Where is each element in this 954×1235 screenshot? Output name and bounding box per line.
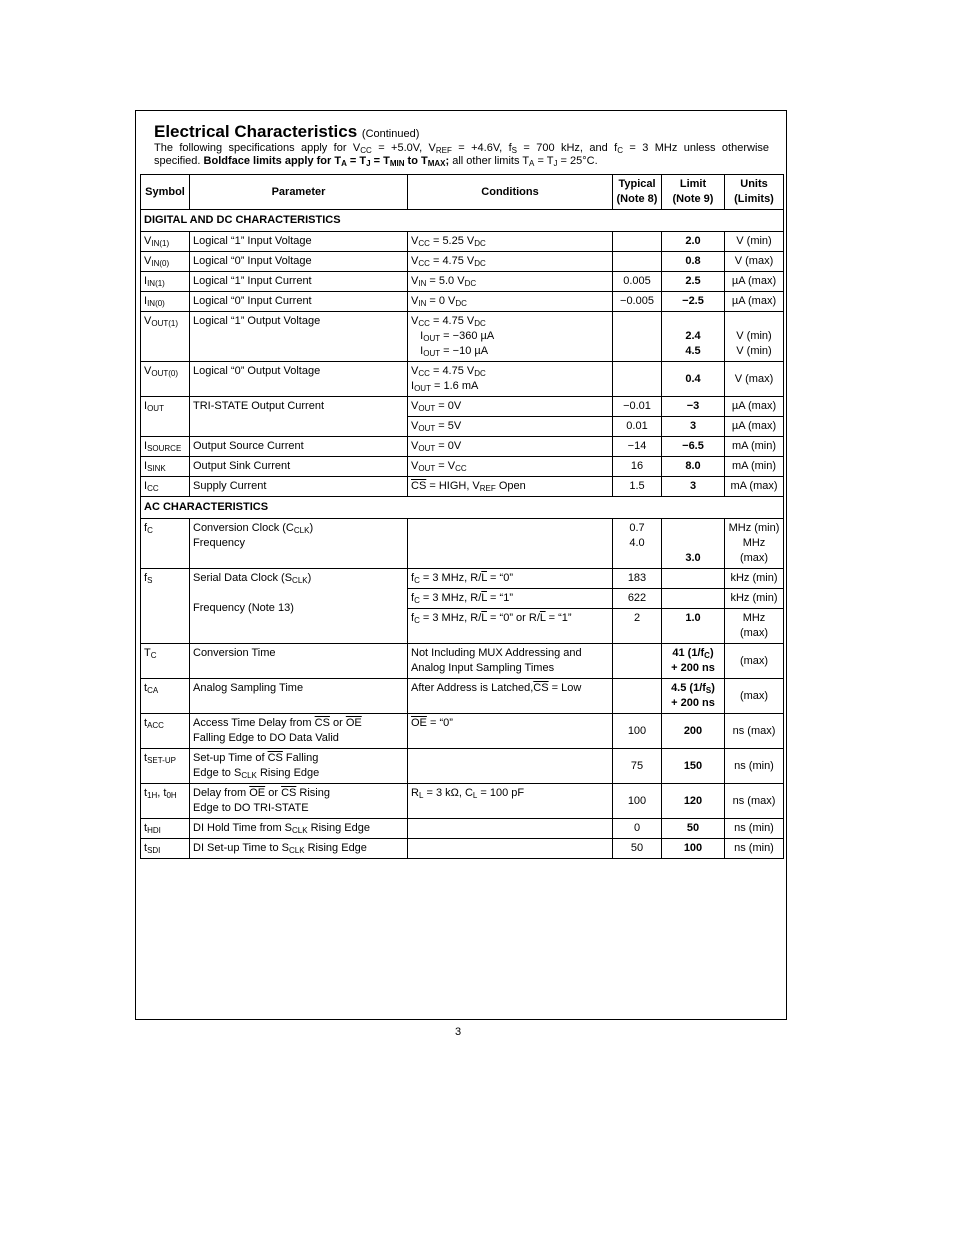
title-text: Electrical Characteristics bbox=[154, 122, 358, 141]
header-parameter: Parameter bbox=[190, 175, 408, 210]
header-typical: Typical (Note 8) bbox=[613, 175, 662, 210]
intro-paragraph: The following specifications apply for $V_{CC} = +5.0V$, $V_{REF} = +4.6V$, $f_S = 700$ kHz, and $f_C = 3$ MHz unless otherwise specified. Boldface limits apply for $T_A = T_J = T_{MIN}$ to $T_{MAX}$; all other limits $T_A = T_J = 25^\circ C$. bbox=[154, 142, 770, 168]
section-row-ac: AC CHARACTERISTICS bbox=[141, 497, 784, 519]
table-row: $I_{IN(1)}$ Logical “1” Input Current $V_{IN} = 5.0$ $V_{DC}$ 0.005 2.5 µA (max) bbox=[141, 272, 784, 292]
table-row: $I_{SOURCE}$ Output Source Current $V_{OUT} = 0V$ −14 −6.5 mA (min) bbox=[141, 437, 784, 457]
table-row: $f_S$ Serial Data Clock $(S_{CLK})$ Frequency (Note 13) $f_C = 3$ MHz, $R/\overline{L}$ = “0” 183 kHz (min) bbox=[141, 569, 784, 589]
section-row-digital: DIGITAL AND DC CHARACTERISTICS bbox=[141, 210, 784, 232]
table-row: $I_{IN(0)}$ Logical “0” Input Current $V_{IN} = 0$ $V_{DC}$ −0.005 −2.5 µA (max) bbox=[141, 292, 784, 312]
table-row: $I_{CC}$ Supply Current $\overline{CS}$ = HIGH, $V_{REF}$ Open 1.5 3 mA (max) bbox=[141, 477, 784, 497]
table-row: $t_{SDI}$ DI Set-up Time to $S_{CLK}$ Rising Edge 50 100 ns (min) bbox=[141, 839, 784, 859]
table-row: $f_C = 3$ MHz, $R/\overline{L}$ = “0” or $R/\overline{L}$ = “1” 2 1.0 MHz (max) bbox=[141, 609, 784, 644]
table-row: $t_{CA}$ Analog Sampling Time After Address is $Latched,\overline{CS}$ = Low 4.5 $(1/f_S)$ + 200 ns (max) bbox=[141, 679, 784, 714]
page-title bbox=[154, 122, 419, 142]
table-row: $V_{OUT} = 5V$ 0.01 3 µA (max) bbox=[141, 417, 784, 437]
table-row: $I_{OUT}$ TRI-STATE Output Current $V_{OUT} = 0V$ −0.01 −3 µA (max) bbox=[141, 397, 784, 417]
table-row: $t_{ACC}$ Access Time Delay from $\overline{CS}$ or $\overline{OE}$ Falling Edge to DO Data Valid $\overline{OE}$ = “0” 100 200 ns (max) bbox=[141, 714, 784, 749]
header-conditions: Conditions bbox=[408, 175, 613, 210]
page-number: 3 bbox=[455, 1026, 462, 1038]
header-units: Units (Limits) bbox=[725, 175, 784, 210]
table-row: $t_{SET-UP}$ Set-up Time of $\overline{CS}$ Falling Edge to $S_{CLK}$ Rising Edge 75 150 ns (min) bbox=[141, 749, 784, 784]
table-row: $f_C$ Conversion Clock $(C_{CLK})$ Frequency 0.7 4.0 3.0 MHz (min) MHz (max) bbox=[141, 519, 784, 569]
table-row: $f_C = 3$ MHz, $R/\overline{L}$ = “1” 622 kHz (min) bbox=[141, 589, 784, 609]
header-limit: Limit (Note 9) bbox=[662, 175, 725, 210]
table-row: $t_{1H}$, $t_{0H}$ Delay from $\overline{OE}$ or $\overline{CS}$ Rising Edge to DO TRI-STATE $R_L = 3$ kΩ, $C_L = 100$ pF 100 120 ns (max) bbox=[141, 784, 784, 819]
table-row: $I_{SINK}$ Output Sink Current $V_{OUT} = V_{CC}$ 16 8.0 mA (min) bbox=[141, 457, 784, 477]
table-row: $V_{OUT(0)}$ Logical “0” Output Voltage $V_{CC} = 4.75$ $V_{DC}$ $I_{OUT} = 1.6$ mA 0.4 V (max) bbox=[141, 362, 784, 397]
table-row: $V_{IN(1)}$ Logical “1” Input Voltage $V_{CC} = 5.25$ $V_{DC}$ 2.0 V (min) bbox=[141, 232, 784, 252]
table-row: $V_{IN(0)}$ Logical “0” Input Voltage $V_{CC} = 4.75$ $V_{DC}$ 0.8 V (max) bbox=[141, 252, 784, 272]
header-symbol: Symbol bbox=[141, 175, 190, 210]
table-header-row bbox=[141, 175, 784, 210]
electrical-characteristics-table bbox=[140, 174, 784, 859]
table-row: $V_{OUT(1)}$ Logical “1” Output Voltage $V_{CC} = 4.75$ $V_{DC}$ $I_{OUT} = -360$ µA $I_{OUT} = -10$ µA 2.4 4.5 V (min) V (min) bbox=[141, 312, 784, 362]
table-row: $t_{HDI}$ DI Hold Time from $S_{CLK}$ Rising Edge 0 50 ns (min) bbox=[141, 819, 784, 839]
table-row: $T_C$ Conversion Time Not Including MUX Addressing and Analog Input Sampling Times 41 $(1/f_C)$ + 200 ns (max) bbox=[141, 644, 784, 679]
title-note: (Continued) bbox=[361, 128, 420, 140]
